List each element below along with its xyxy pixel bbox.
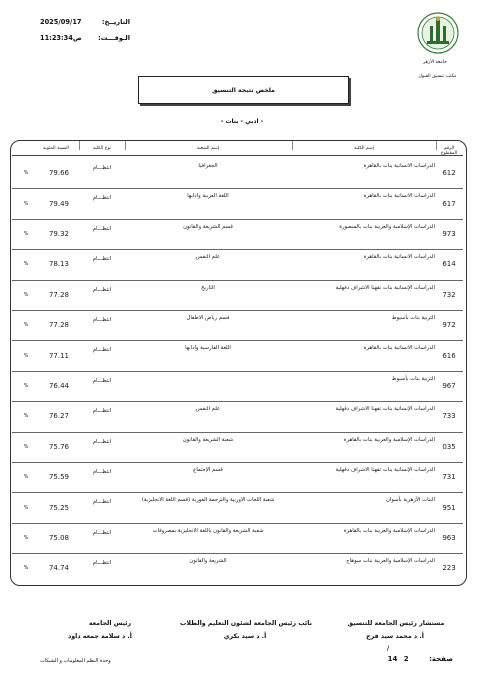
row-type: انتظـــام [92,165,112,171]
row-percentage: 77.28 [48,290,70,299]
row-code: 951 [442,503,456,512]
row-code: 733 [442,412,456,421]
row-faculty: الدراسات الإنسانية بنات تفهنا الاشراف دقهلية [335,406,435,413]
row-code: 223 [442,564,456,573]
row-percent-sign: % [23,443,29,450]
row-dept: الجغرافيا [198,163,218,169]
row-percentage: 76.27 [48,412,70,421]
row-type: انتظـــام [92,560,112,567]
row-divider [12,432,463,433]
row-dept: الشريعة والقانون [189,558,227,565]
row-faculty: الدراسات الإسلامية والعربية بنات بالمنصورة [339,223,435,230]
row-percentage: 75.76 [48,442,70,451]
row-percentage: 75.25 [48,503,70,512]
row-code: 617 [442,199,456,208]
row-divider [12,280,463,281]
col-divider [79,141,80,150]
row-dept: علم النفس [195,406,221,413]
row-percent-sign: % [23,535,29,541]
row-percentage: 79.49 [48,199,70,208]
row-divider [12,523,463,524]
row-faculty: الدراسات الإنسانية بنات تفهنا الاشراف دقهلية [335,467,435,473]
row-percentage: 77.11 [48,351,70,360]
row-faculty: البنات الأزهرية بأسوان [386,497,435,504]
row-type: انتظـــام [92,286,112,293]
row-faculty: الدراسات الإسلامية والعربية بنات سوهاج [346,558,435,565]
page-total: 14 [387,655,398,663]
signature-title-vice-president: نائب رئيس الجامعة لشئون التعليم والطلاب [180,620,312,627]
date-time-block [40,14,130,46]
org-name: جامعة الأزهر [423,60,447,65]
row-faculty: الدراسات الانسانية بنات بالقاهرة [363,163,435,169]
row-dept: علم النفس [195,254,221,261]
row-percentage: 79.32 [48,230,70,238]
row-percent-sign: % [23,383,29,389]
col-header-code: الرقم المقطوع [440,146,458,156]
row-divider [12,188,463,189]
row-percentage: 75.08 [48,534,70,542]
row-percent-sign: % [23,565,29,572]
row-code: 972 [442,321,456,330]
row-divider [12,249,463,250]
row-percent-sign: % [23,352,29,359]
row-code: 731 [442,473,456,482]
row-percent-sign: % [23,261,29,268]
row-code: 973 [442,230,456,238]
row-divider [12,371,463,372]
date-value: 2025/09/17 [40,18,82,26]
page-title-text: ملخص نتيجة التنسيق [211,86,276,94]
row-code: 616 [442,351,456,360]
row-type: انتظـــام [92,377,112,384]
row-percentage: 74.74 [48,564,70,573]
row-faculty: الدراسات الانسانية بنات بالقاهرة [363,254,435,261]
row-code: 035 [442,442,456,451]
row-percent-sign: % [23,413,29,420]
footer-unit: وحدة النظم المعلومات و الشبكات [40,658,111,664]
row-type: انتظـــام [92,317,112,323]
row-divider [12,340,463,341]
results-table [10,140,467,586]
row-divider [12,310,463,311]
row-type: انتظـــام [92,408,112,415]
page-label: صفحة: [429,655,453,663]
row-code: 612 [442,169,456,178]
row-divider [12,553,463,554]
time-value: 11:23:34ص [40,34,82,42]
row-faculty: الدراسات الانسانية بنات بالقاهرة [363,345,435,352]
row-type: انتظـــام [92,529,112,536]
org-office: مكتب تنسيق القبول [418,74,457,79]
row-percentage: 78.13 [48,260,70,269]
signature-slash: / [386,645,390,652]
row-type: انتظـــام [92,499,112,506]
row-percentage: 75.59 [48,473,70,482]
row-percentage: 79.66 [48,169,70,178]
page-title [138,76,349,104]
col-divider [292,141,293,150]
header-divider [12,155,463,156]
row-percentage: 76.44 [48,382,70,390]
row-type: انتظـــام [92,256,112,263]
row-dept: قسم رياض الاطفال [186,315,230,321]
signature-name-vice-president: أ. د سيد بكري [223,633,267,640]
page-indicator [388,655,453,663]
row-code: 963 [442,534,456,542]
row-dept: اللغة الفارسية وادابها [185,345,231,352]
row-type: انتظـــام [92,195,112,202]
signature-title-coordinator: مستشار رئيس الجامعة للتنسيق [347,620,445,627]
row-dept: شعبة الشريعة والقانون [182,436,234,443]
row-percent-sign: % [23,200,29,207]
col-header-pct: النسبة المئوية [43,146,69,151]
row-type: انتظـــام [92,438,112,445]
col-header-type: نوع الكلية [92,146,112,151]
row-faculty: الدراسات الانسانية بنات بالقاهرة [363,193,435,200]
row-dept: قسم الإجتماع [193,467,223,473]
row-divider [12,401,463,402]
row-percent-sign: % [23,474,29,481]
col-divider [125,141,126,150]
row-dept: التاريخ [201,284,215,291]
row-faculty: الدراسات الإسلامية والعربية بنات بالقاهرة [343,436,435,443]
page-number: 2 [403,655,409,663]
col-divider [436,141,437,150]
row-code: 614 [442,260,456,269]
row-code: 732 [442,290,456,299]
row-type: انتظـــام [92,347,112,354]
row-divider [12,462,463,463]
page-subtitle: - ادبي - بنات - [220,118,264,125]
row-percent-sign: % [23,322,29,329]
row-percentage: 77.28 [48,321,70,330]
row-percent-sign: % [23,170,29,177]
row-percent-sign: % [23,291,29,298]
signature-title-president: رئيس الجامعة [88,620,132,627]
row-dept: قسم الشريعة والقانون [183,223,233,230]
col-header-faculty: إسم الكلية [354,146,374,151]
row-dept: شعبة الشريعة والقانون باللغة الانجليزية بمصروفات [152,527,264,534]
azhar-logo [417,12,459,54]
row-faculty: الدراسات الإنسانية بنات تفهنا الاشراف دقهلية [335,284,435,291]
row-percent-sign: % [23,231,29,237]
signature-name-coordinator: أ. د محمد سيد فرج [366,633,424,640]
row-faculty: التربية بنات بأسيوط [391,375,435,382]
row-faculty: الدراسات الإسلامية والعربية بنات بالقاهرة [343,527,435,534]
time-label: الـوقـــت: [98,34,130,42]
row-faculty: التربية بنات بأسيوط [391,315,435,321]
row-divider [12,219,463,220]
date-label: التاريــخ: [101,18,130,26]
row-dept: شعبة اللغات الاوربية والترجمة الفورية (قسم اللغة الانجليزية) [141,497,275,504]
row-code: 967 [442,382,456,390]
row-percent-sign: % [23,504,29,511]
row-type: انتظـــام [92,469,112,475]
row-type: انتظـــام [92,225,112,232]
col-header-dept: إسم الشعبة [196,146,220,151]
row-dept: اللغة العربية وادابها [187,193,229,200]
signature-name-president: أ. د سلامة جمعه داود [68,633,132,640]
row-divider [12,492,463,493]
